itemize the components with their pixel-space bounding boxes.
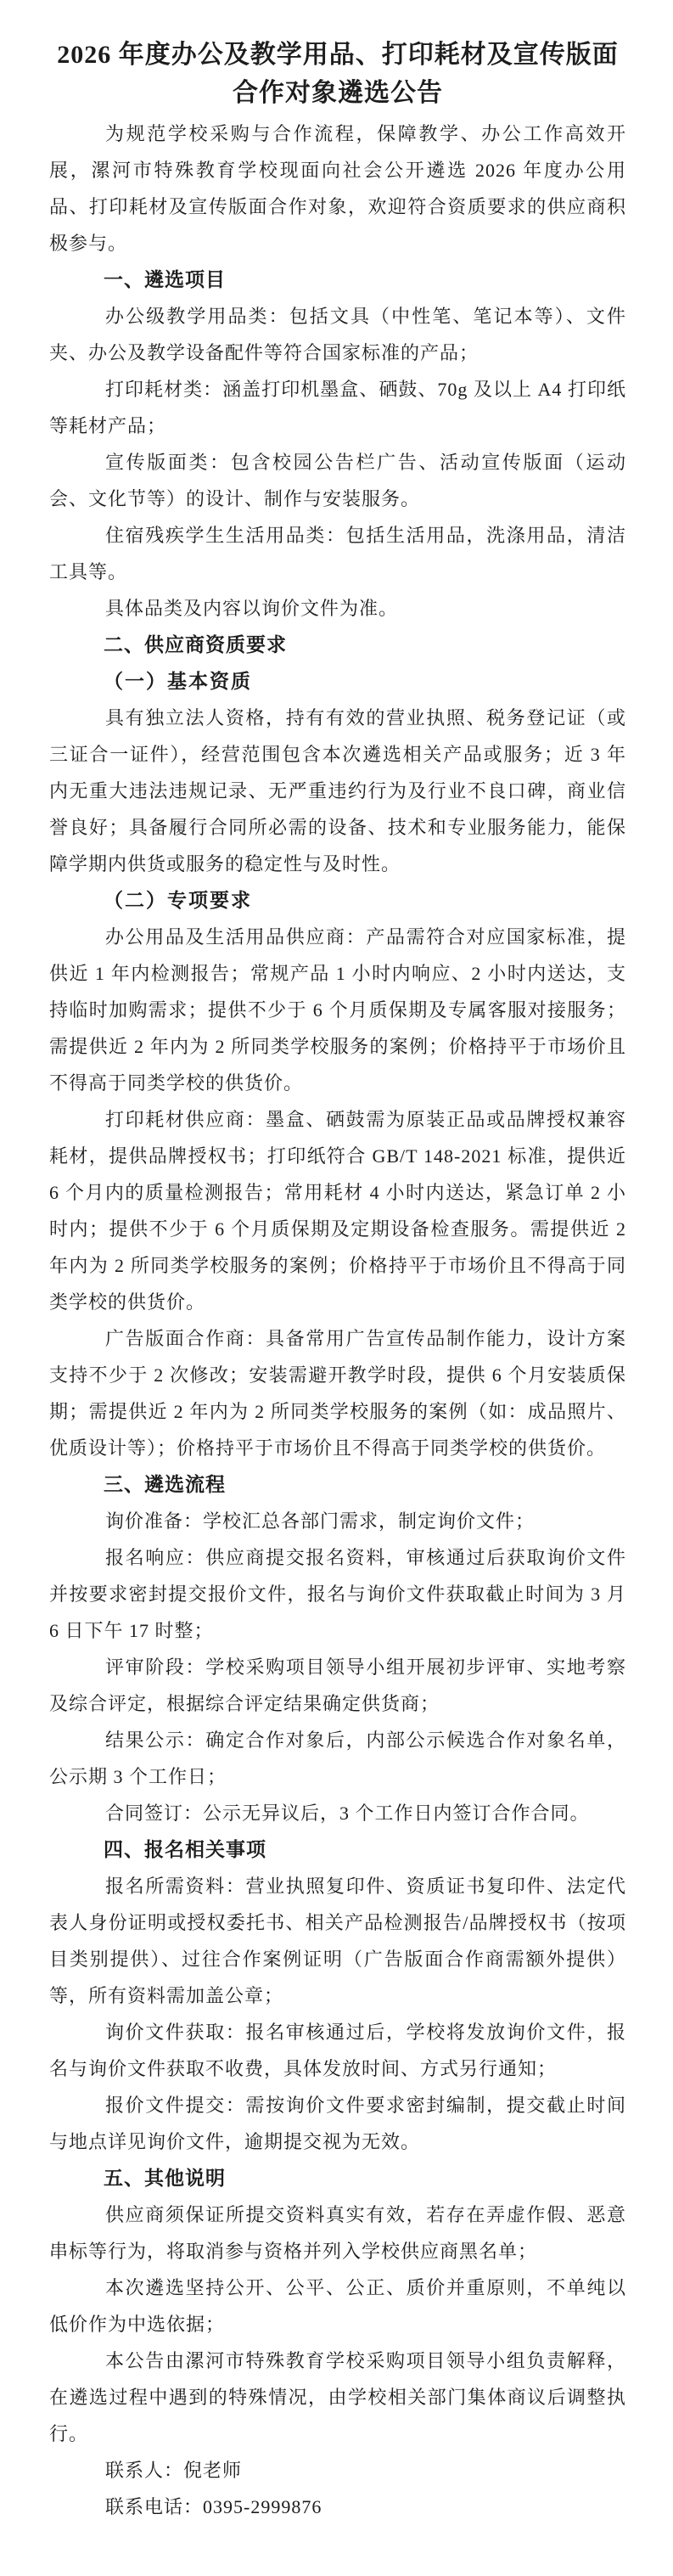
paragraph-print-supplier-requirements: 打印耗材供应商：墨盒、硒鼓需为原装正品或品牌授权兼容耗材，提供品牌授权书；打印纸符合 GB/T 148-2021 标准，提供近 6 个月内的质量检测报告；常用耗材 4 小时内送达，紧急订单 2 小时内；提供不少于 6 个月质保期及定期设备检查服务。需提供近 2 年内为 2 所同类学校服务的案例；价格持平于市场价且不得高于同类学校的供货价。	[49, 1109, 626, 1313]
paragraph-review-stage: 评审阶段：学校采购项目领导小组开展初步评审、实地考察及综合评定，根据综合评定结果确定供货商；	[49, 1656, 626, 1714]
subsection-heading-special: （二）专项要求	[104, 890, 252, 911]
section-heading-5: 五、其他说明	[104, 2167, 226, 2189]
section-heading-4: 四、报名相关事项	[104, 1838, 266, 1860]
section-heading-1: 一、遴选项目	[104, 268, 226, 290]
document-body	[49, 36, 626, 2525]
paragraph-selection-principle: 本次遴选坚持公开、公平、公正、质价并重原则，不单纯以低价作为中选依据；	[49, 2277, 626, 2335]
paragraph-ad-partner-requirements: 广告版面合作商：具备常用广告宣传品制作能力，设计方案支持不少于 2 次修改；安装需避开教学时段，提供 6 个月安装质保期；需提供近 2 年内为 2 所同类学校服务的案例（如：成品照片、优质设计等）；价格持平于市场价且不得高于同类学校的供货价。	[49, 1328, 626, 1459]
section-heading-3: 三、遴选流程	[104, 1473, 226, 1495]
paragraph-quotation-submission: 报价文件提交：需按询价文件要求密封编制，提交截止时间与地点详见询价文件，逾期提交视为无效。	[49, 2095, 626, 2152]
paragraph-inquiry-doc-note: 具体品类及内容以询价文件为准。	[105, 598, 399, 619]
paragraph-interpretation-right: 本公告由漯河市特殊教育学校采购项目领导小组负责解释，在遴选过程中遇到的特殊情况，由学校相关部门集体商议后调整执行。	[49, 2350, 626, 2444]
paragraph-registration-response: 报名响应：供应商提交报名资料，审核通过后获取询价文件并按要求密封提交报价文件，报名与询价文件获取截止时间为 3 月 6 日下午 17 时整；	[49, 1547, 626, 1641]
paragraph-promo-boards: 宣传版面类：包含校园公告栏广告、活动宣传版面（运动会、文化节等）的设计、制作与安装服务。	[49, 452, 626, 509]
paragraph-daily-necessities: 住宿残疾学生生活用品类：包括生活用品，洗涤用品，清洁工具等。	[49, 525, 626, 582]
paragraph-office-supplier-requirements: 办公用品及生活用品供应商：产品需符合对应国家标准，提供近 1 年内检测报告；常规产品 1 小时内响应、2 小时内送达，支持临时加购需求；提供不少于 6 个月质保期及专属客服对接服务；需提供近 2 年内为 2 所同类学校服务的案例；价格持平于市场价且不得高于同类学校的供货价。	[49, 926, 626, 1094]
paragraph-office-supplies: 办公级教学用品类：包括文具（中性笔、笔记本等）、文件夹、办公及教学设备配件等符合国家标准的产品；	[49, 306, 626, 363]
section-heading-2: 二、供应商资质要求	[104, 633, 287, 655]
paragraph-inquiry-doc-obtain: 询价文件获取：报名审核通过后，学校将发放询价文件，报名与询价文件获取不收费，具体发放时间、方式另行通知；	[49, 2022, 626, 2079]
paragraph-print-consumables: 打印耗材类：涵盖打印机墨盒、硒鼓、70g 及以上 A4 打印纸等耗材产品；	[49, 379, 626, 436]
paragraph-basic-qualifications: 具有独立法人资格，持有有效的营业执照、税务登记证（或三证合一证件），经营范围包含本次遴选相关产品或服务；近 3 年内无重大违法违规记录、无严重违约行为及行业不良口碑，商业信誉良好；具备履行合同所必需的设备、技术和专业服务能力，能保障学期内供货或服务的稳定性与及时性。	[49, 707, 626, 875]
subsection-heading-basic: （一）基本资质	[104, 671, 252, 692]
paragraph-inquiry-preparation: 询价准备：学校汇总各部门需求，制定询价文件；	[105, 1510, 536, 1532]
paragraph-registration-materials: 报名所需资料：营业执照复印件、资质证书复印件、法定代表人身份证明或授权委托书、相关产品检测报告/品牌授权书（按项目类别提供）、过往合作案例证明（广告版面合作商需额外提供）等，所有资料需加盖公章；	[49, 1876, 626, 2006]
intro-paragraph: 为规范学校采购与合作流程，保障教学、办公工作高效开展，漯河市特殊教育学校现面向社会公开遴选 2026 年度办公用品、打印耗材及宣传版面合作对象，欢迎符合资质要求的供应商积极参与。	[49, 123, 626, 254]
paragraph-contract-signing: 合同签订：公示无异议后，3 个工作日内签订合作合同。	[105, 1803, 590, 1824]
paragraph-integrity-notice: 供应商须保证所提交资料真实有效，若存在弄虚作假、恶意串标等行为，将取消参与资格并列入学校供应商黑名单；	[49, 2204, 626, 2262]
doc-title: 2026 年度办公及教学用品、打印耗材及宣传版面合作对象遴选公告	[57, 41, 619, 107]
contact-phone-line: 联系电话：0395-2999876	[105, 2496, 322, 2517]
contact-person-line: 联系人：倪老师	[105, 2460, 243, 2481]
paragraph-result-publicity: 结果公示：确定合作对象后，内部公示候选合作对象名单，公示期 3 个工作日；	[49, 1730, 626, 1787]
